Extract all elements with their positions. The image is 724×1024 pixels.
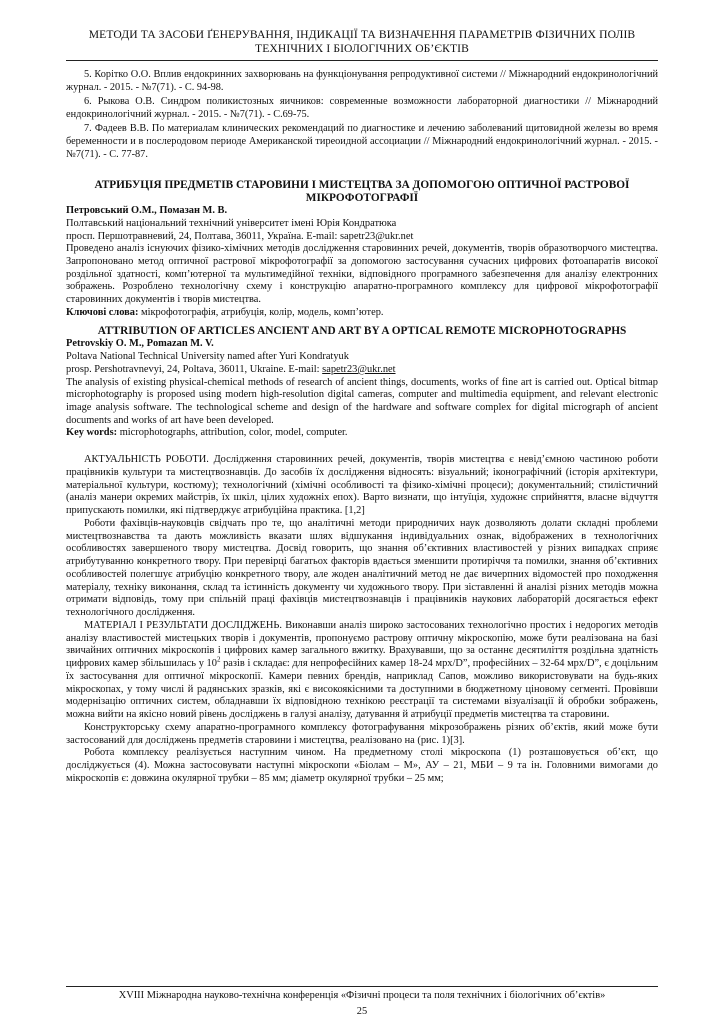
ua-keywords-text: мікрофотографія, атрибуція, колір, модель, комп’ютер. (138, 306, 384, 318)
ua-affiliation: Полтавський національний технічний університет імені Юрія Кондратюка (66, 217, 397, 229)
body-paragraph: АКТУАЛЬНІСТЬ РОБОТИ. Дослідження старовинних речей, документів, творів мистецтва є невід’ємною частиною роботи працівників культури та мистецтвознавців. До засобів їх дослідження відносять: візуальний; іконографічний (історія архітектури, матеріальної культури, костюму); технологічний (хімічні особливості та фізико-хімічні процеси); документальний; стилістичний (аналіз манери окремих майстрів, їх шкіл, цілих художніх епох). Варто визнати, що інтуїція, художнє сприйняття, власне відчуття припускають помилки, які підтверджує атрибуційна практика. [1,2] (66, 454, 658, 517)
en-title: ATTRIBUTION OF ARTICLES ANCIENT AND ART BY A OPTICAL REMOTE MICROPHOTOGRAPHS (97, 325, 627, 338)
en-keywords-text: microphotographs, attribution, color, model, computer. (117, 427, 348, 439)
ua-abstract-block (66, 205, 658, 319)
page (66, 28, 658, 786)
running-header-line2: ТЕХНІЧНИХ І БІОЛОГІЧНИХ ОБ’ЄКТІВ (255, 42, 469, 55)
running-header-line1: МЕТОДИ ТА ЗАСОБИ ҐЕНЕРУВАННЯ, ІНДИКАЦІЇ ТА ВИЗНАЧЕННЯ ПАРАМЕТРІВ ФІЗИЧНИХ ПОЛІВ (88, 28, 636, 41)
en-address-text: prosp. Pershotravnevyi, 24, Poltava, 36011, Ukraine. E-mail: (66, 363, 323, 375)
page-number: 25 (356, 1005, 368, 1017)
body-paragraph: Роботи фахівців-науковців свідчать про те, що аналітичні методи природничих наук дозволяють долати складні проблеми мистецтвознавства та дають можливість вказати шлях відшукання індивідуальних ознак, відображених в технологічних особливостях завершеного твору мистецтва. Досвід говорить, що знання об’єктивних властивостей у різних випадках сприяє атрибутуванню конкретного твору. При перевірці багатьох факторів вдається зменшити протиріччя та помилки, знання об’єктивних особливостей полегшує атрибуцію конкретного твору, але жоден аналітичний метод не дає вичерпних відомостей про походження матеріалу, техніку виконання, склад та істинність документу чи художнього твору. При зіставленні й аналізі різних методів можна отримати відповідь, тому при спільній праці фахівців мистецтвознавців і працівників наукових лабораторій досягається ефект технологічного дослідження. (66, 517, 658, 619)
superscript: 2 (216, 655, 221, 664)
body-text: МАТЕРІАЛ І РЕЗУЛЬТАТИ ДОСЛІДЖЕНЬ. Виконавши аналіз широко застосованих технологічно простих і недорогих методів аналізу властивостей мистецьких творів і документів, пропонуємо растрову оптичну мікроскопію, може бути реалізована на базі звичайних оптичних мікроскопів і цифрових камер загального вжитку. Врахувавши, що за останнє десятиліття роздільна здатність цифрових камер збільшилась у 10 (66, 619, 658, 670)
ua-title: АТРИБУЦІЯ ПРЕДМЕТІВ СТАРОВИНИ І МИСТЕЦТВА ЗА ДОПОМОГОЮ ОПТИЧНОЇ РАСТРОВОЇ МІКРОФОТОГРАФІЇ (94, 179, 630, 205)
footer-conference: XVIII Міжнародна науково-технічна конференція «Фізичні процеси та поля технічних і біологічних об’єктів» (118, 990, 606, 1001)
body-paragraph: Робота комплексу реалізується наступним чином. На предметному столі мікроскопа (1) розташовується об’єкт, що досліджується (4). Можна застосовувати наступні мікроскопи «Біолам – М», АУ – 21, МБИ – 9 та ін. Головними вимогами до мікроскопів є: довжина окулярної трубки – 85 мм; діаметр окулярної трубки – 25 мм; (66, 747, 658, 784)
reference-item: 6. Рыкова О.В. Синдром поликистозных яичников: современные возможности лабораторной диагностики // Міжнародний ендокринологічний журнал. - 2015. - №7(71). - С.69-75. (66, 96, 658, 120)
en-address (66, 364, 658, 377)
email-link[interactable]: sapetr23@ukr.net (322, 363, 396, 375)
running-header (66, 28, 658, 56)
en-abstract: The analysis of existing physical-chemical methods of research of ancient things, documents, works of fine art is carried out. Optical bitmap microphotography is proposed using modern high-resolution digital cameras, computer and multimedia equipment, and relevant electronic image analysis software. The technological scheme and design of the hardware and software complex for digital micrograph of ancient documents and works of art have been developed. (66, 376, 658, 426)
ua-address: просп. Першотравневий, 24, Полтава, 36011, Україна. E-mail: sapetr23@ukr.net (66, 230, 414, 242)
ua-abstract: Проведено аналіз існуючих фізико-хімічних методів дослідження старовинних речей, документів, творів образотворчого мистецтва. Запропоновано метод оптичної растрової мікрофотографії за допомогою застосування сучасних цифрових фотоапаратів високої роздільної здатності, комп’ютерної та мультимедійної техніки, відповідного програмного забезпечення для аналізу електронних зображень. Розроблено технологічну схему і конструкцію апаратно-програмного комплексу для цифрової мікрофотографії старовинних документів і творів мистецтва. (66, 243, 658, 306)
reference-item: 5. Корітко О.О. Вплив ендокринних захворювань на функціонування репродуктивної системи // Міжнародний ендокринологічний журнал. - 2015. - №7(71). - С. 94-98. (66, 69, 658, 93)
article-body (66, 454, 658, 786)
header-divider (66, 60, 658, 61)
en-authors: Petrovskiy O. M., Pomazan M. V. (66, 338, 214, 350)
reference-item: 7. Фадеев В.В. По материалам клинических рекомендаций по диагностике и лечению заболеваний щитовидной железы во время беременности и в послеродовом периоде Американской тиреоидной ассоциации // Міжнародний ендокринологічний журнал. - 2015. - №7(71). - С. 77-87. (66, 123, 658, 160)
page-footer (66, 986, 658, 1018)
ua-authors: Петровський О.М., Помазан М. В. (66, 205, 228, 217)
en-affiliation: Poltava National Technical University named after Yuri Kondratyuk (66, 351, 349, 363)
ua-keywords (66, 307, 658, 320)
en-abstract-block (66, 338, 658, 440)
footer-divider (66, 986, 658, 987)
ua-keywords-label: Ключові слова: (66, 306, 139, 318)
body-paragraph: Конструкторську схему апаратно-програмного комплексу фотографування мікрозображень різних об’єктів, який може бути застосований для досліджень предметів старовини і мистецтва, реалізовано на (рис. 1)[3]. (66, 721, 658, 746)
body-text: разів і складає: для непрофесійних камер 18-24 мрх/D”, професійних – 32-64 мрх/D”, є доцільним їх застосування для оптичної мікроскопії. Камери певних брендів, наприклад Сапов, можливо використовувати на будь-яких мікроскопах, у тому числі й радянських зразків, які є високоякісними та доступними в бюджетному ціновому сегменті. Провівши модернізацію оптичних систем, обладнавши їх відповідною технікою реєстрації та системами візуалізації й обробки зображень, можна вийти на якісно новий рівень досліджень в галузі аналізу, датування й атрибуції предметів мистецтва та старовини. (66, 658, 658, 721)
en-keywords-label: Key words: (66, 427, 118, 439)
en-keywords (66, 427, 658, 440)
body-paragraph (66, 620, 658, 722)
reference-list (66, 69, 658, 161)
